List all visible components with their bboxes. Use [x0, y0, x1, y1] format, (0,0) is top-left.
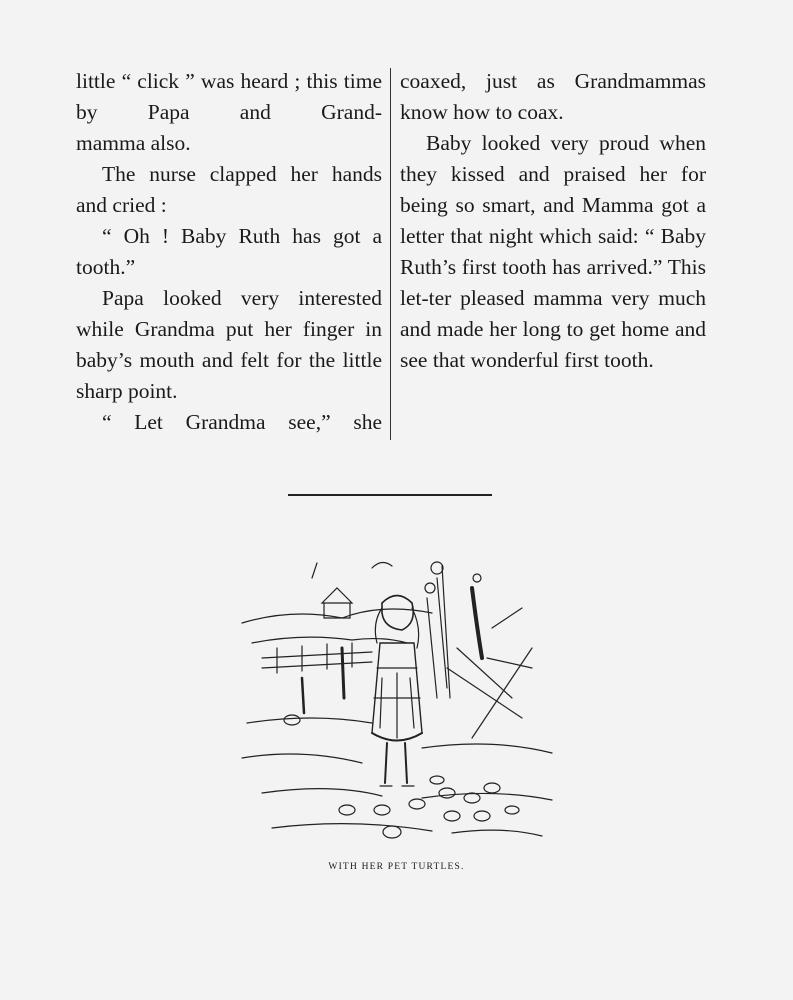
- paragraph: “ Oh ! Baby Ruth has got a tooth.”: [76, 224, 382, 279]
- left-text-column: [76, 66, 382, 438]
- section-rule: [288, 494, 492, 496]
- illustration-caption: WITH HER PET TURTLES.: [328, 862, 465, 872]
- paragraph: mamma also.: [76, 131, 191, 155]
- column-divider: [390, 68, 391, 440]
- girl-with-turtles-illustration: [232, 548, 562, 848]
- paragraph: “ Let Grandma see,” she: [102, 410, 382, 434]
- right-text-column: [400, 66, 706, 376]
- paragraph: little “ click ” was heard ; this time by Papa and Grand-: [76, 69, 382, 124]
- paragraph: Baby looked very proud when they kissed and praised her for being so smart, and Mamma got a letter that night which said: “ Baby Ruth’s first tooth has arrived.” This let-ter pleased mamma very much and made her long to get home and see that wonderful first tooth.: [400, 131, 706, 372]
- paragraph: Papa looked very interested while Grandma put her finger in baby’s mouth and felt for the little sharp point.: [76, 286, 382, 403]
- paragraph: coaxed, just as Grandmammas know how to coax.: [400, 69, 706, 124]
- paragraph: The nurse clapped her hands and cried :: [76, 162, 382, 217]
